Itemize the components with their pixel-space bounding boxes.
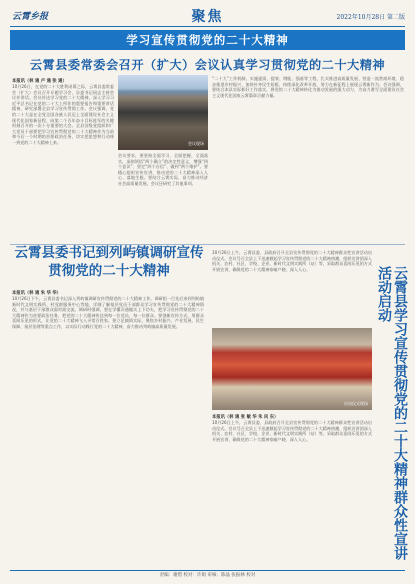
- ceremony-photo: [212, 328, 372, 410]
- page-footer: [10, 570, 405, 580]
- footer-credits: 责编：谢惜 校对：许娟 审核：陈晶 张振林 校对: [159, 573, 256, 578]
- article3-text: 10月26日上午，云霄县委、县政府召开全县宣传贯彻党的二十大精神群众性宣讲活动启动仪式。会议号召全县上下迅速掀起学习宣传贯彻党的二十大精神热潮，组织宣讲团深入机关、农村、社区、学校、企业、新时代文明实践所（站）等，采取群众喜闻乐见的方式开展宣讲，确保党的二十大精神家喻户晓、深入人心。: [212, 420, 372, 442]
- article1-text-col3: “二十大”工作机制，实施提质、提效、增能、强基等工程，扎实推进高质量发展、营造一流营商环境、稳步推进乡村振兴、加快补齐民生短板、持续深化改革开放，努力在新征程上展现云霄新作为。会议强调，要结合本县实际抓好工作落实，将党的二十大精神转化为推动发展的强大动力，为奋力谱写全面建设社会主义现代化国家云霄篇章贡献力量。: [212, 76, 404, 98]
- article3-intro-text: 10月26日上午，云霄县委、县政府召开全县宣传贯彻党的二十大精神群众性宣讲活动启动仪式。会议号召全县上下迅速掀起学习宣传贯彻党的二十大精神热潮，组织宣讲团深入机关、农村、社区、学校、企业、新时代文明实践所（站）等，采取群众喜闻乐见的方式开展宣讲，确保党的二十大精神家喻户晓、深入人心。: [212, 250, 372, 272]
- topic-banner: [10, 30, 405, 50]
- ceremony-photo-caption: 启动仪式现场: [344, 401, 368, 406]
- paper-name: 云霄乡报: [12, 12, 49, 22]
- article1-text-col2: 会议要求，要坚持全面学习、全面把握、全面落实，深刻领悟“两个确立”的决定性意义，增强“四个意识”、坚定“四个自信”、做到“两个维护”。要精心组织宣传宣讲，推动党的二十大精神深入人心、落地生根。要结合云霄实际，奋力推动经济社会高质量发展。会议还研究了其他事项。: [118, 153, 208, 186]
- vertical-headline-box: [376, 266, 406, 566]
- article1-text-col1: 10月26日，在党的二十大胜利闭幕之际，云霄县委常委会（扩大）会议召开专题学习会，县委书记同志主持会议并讲话。会议传达学习党的二十大精神，深入学习习近平总书记在党的二十大上所作的重要报告和重要讲话精神，研究部署全县学习宣传贯彻工作。会议强调，党的二十大是在全党全国各族人民迈上全面建设社会主义现代化国家新征程、向第二个百年奋斗目标进军的关键时刻召开的一次十分重要的大会。全县各级党组织和广大党员干部要把学习宣传贯彻党的二十大精神作为当前和今后一个时期的首要政治任务，切实把思想和行动统一到党的二十大精神上来。: [12, 84, 114, 145]
- masthead: [10, 6, 405, 27]
- article2-text: 10月26日下午，云霄县委书记深入列屿镇调研宣传贯彻党的二十大精神工作。调研组一行先后来到列屿镇新时代文明实践所、村党群服务中心等地，详细了解基层党员干部群众学习宣传贯彻党的二十大精神情况，并与基层干部群众面对面交流。调研时强调，要在学懂弄通做实上下功夫，把学习宣传贯彻党的二十大精神作为首要政治任务，把党的二十大精神传达到每一位党员、每一位群众。要创新宣传方式，用群众喜闻乐见的形式，让党的二十大精神飞入寻常百姓家。要立足镇情实际，聚焦乡村振兴、产业发展、民生保障、基层治理等重点工作，以实际行动践行党的二十大精神，奋力推动列屿镇高质量发展。: [12, 296, 204, 329]
- meeting-photo: [118, 75, 208, 150]
- meeting-photo-caption: 会议现场: [188, 141, 204, 146]
- article3-byline: 本报讯（林 通 张 敏 华 朱 向 东）: [212, 415, 279, 420]
- article2-byline: 本报讯（林 通 朱 华 华）: [12, 291, 61, 296]
- article1-headline: 云霄县委常委会召开（扩大）会议认真学习贯彻党的二十大精神: [29, 58, 386, 72]
- article2-headline: 云霄县委书记到列屿镇调研宣传贯彻党的二十大精神: [14, 245, 204, 279]
- date-page: 2022年10月28日 第二版: [336, 14, 405, 21]
- banner-title: 学习宣传贯彻党的二十大精神: [126, 33, 289, 47]
- article1-byline: 本报讯（林 通 卢 通 张 通）: [12, 79, 67, 84]
- section-title: 聚焦: [191, 9, 224, 25]
- article3-vertical-headline: 云霄县学习宣传贯彻党的二十大精神群众性宣讲活动启动: [376, 266, 408, 560]
